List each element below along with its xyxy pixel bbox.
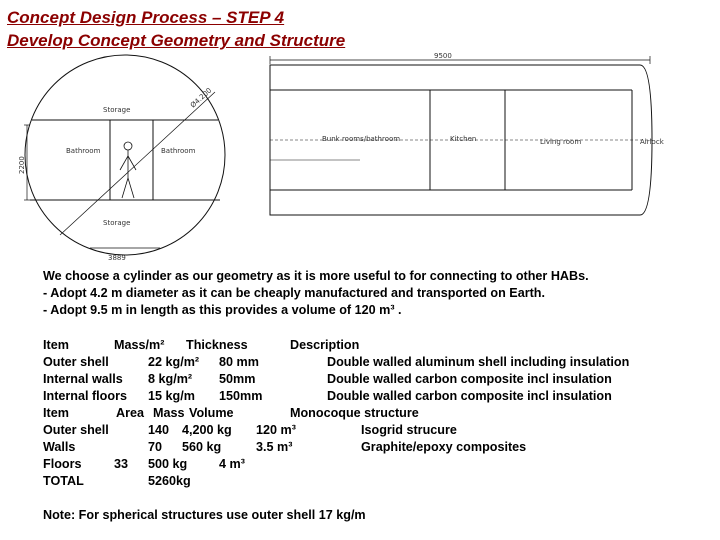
side-bunk-label: Bunk rooms/bathroom xyxy=(322,135,401,143)
cs-width-dimension: 3889 xyxy=(108,254,126,262)
t2-row2-mass: 560 kg xyxy=(182,440,222,454)
intro-line-3: - Adopt 9.5 m in length as this provides a volume of 120 m³ . xyxy=(43,303,402,317)
cs-right-bathroom-label: Bathroom xyxy=(161,147,196,155)
diagonal-dimension-line xyxy=(60,92,215,235)
t2-row2-description: Graphite/epoxy composites xyxy=(361,440,527,454)
t1-header-thickness: Thickness xyxy=(186,338,248,352)
t2-header-area: Area xyxy=(116,406,145,420)
t1-row2-item: Internal walls xyxy=(43,372,123,386)
cs-height-dimension: 2200 xyxy=(18,156,26,174)
t2-row1-description: Isogrid strucure xyxy=(361,423,457,437)
t1-header-item: Item xyxy=(43,338,69,352)
t2-row1-item: Outer shell xyxy=(43,423,109,437)
t1-row2-description: Double walled carbon composite incl insulation xyxy=(327,372,612,386)
t1-row3-description: Double walled carbon composite incl insulation xyxy=(327,389,612,403)
side-living-label: Living room xyxy=(540,138,582,146)
cs-diameter-dimension: Ø4.200 xyxy=(188,86,214,110)
note: Note: For spherical structures use outer shell 17 kg/m xyxy=(43,508,366,522)
t1-row1-thickness: 80 mm xyxy=(219,355,259,369)
t2-row1-mass: 4,200 kg xyxy=(182,423,232,437)
t1-row3-mass: 15 kg/m xyxy=(148,389,195,403)
human-figure xyxy=(120,142,136,198)
side-kitchen-label: Kitchen xyxy=(450,135,477,143)
t1-row2-thickness: 50mm xyxy=(219,372,256,386)
t1-row2-mass: 8 kg/m² xyxy=(148,372,193,386)
t2-row1-area: 140 xyxy=(148,423,170,437)
t1-row1-description: Double walled aluminum shell including insulation xyxy=(327,355,630,369)
t2-row3-item: Floors xyxy=(43,457,82,471)
t2-header-volume: Volume xyxy=(189,406,234,420)
cs-top-storage-label: Storage xyxy=(103,106,131,114)
t1-row3-thickness: 150mm xyxy=(219,389,263,403)
t1-row1-item: Outer shell xyxy=(43,355,109,369)
t1-header-mass: Mass/m² xyxy=(114,338,165,352)
t2-header-item: Item xyxy=(43,406,69,420)
slide-title: Concept Design Process – STEP 4 xyxy=(7,8,285,27)
side-length-dimension: 9500 xyxy=(434,52,452,60)
intro-line-2: - Adopt 4.2 m diameter as it can be cheaply manufactured and transported on Earth. xyxy=(43,286,545,300)
t1-row1-mass: 22 kg/m² xyxy=(148,355,200,369)
t2-total-area: 5260kg xyxy=(148,474,191,488)
t1-row3-item: Internal floors xyxy=(43,389,127,403)
t2-row3-mass: 4 m³ xyxy=(219,457,245,471)
cs-left-bathroom-label: Bathroom xyxy=(66,147,101,155)
intro-line-1: We choose a cylinder as our geometry as it is more useful to for connecting to other HABs. xyxy=(43,269,589,283)
cs-bottom-storage-label: Storage xyxy=(103,219,131,227)
t2-row2-area: 70 xyxy=(148,440,163,454)
t2-header-mass: Mass xyxy=(153,406,185,420)
t2-total-item: TOTAL xyxy=(43,474,84,488)
t1-header-description: Description xyxy=(290,338,360,352)
t2-row1-volume: 120 m³ xyxy=(256,423,296,437)
side-airlock-label: Airlock xyxy=(640,138,664,146)
t2-row2-item: Walls xyxy=(43,440,76,454)
slide-subtitle: Develop Concept Geometry and Structure xyxy=(7,31,346,50)
t2-row3-extra: 33 xyxy=(114,457,129,471)
t2-header-description: Monocoque structure xyxy=(290,406,419,420)
t2-row3-area: 500 kg xyxy=(148,457,188,471)
t2-row2-volume: 3.5 m³ xyxy=(256,440,293,454)
